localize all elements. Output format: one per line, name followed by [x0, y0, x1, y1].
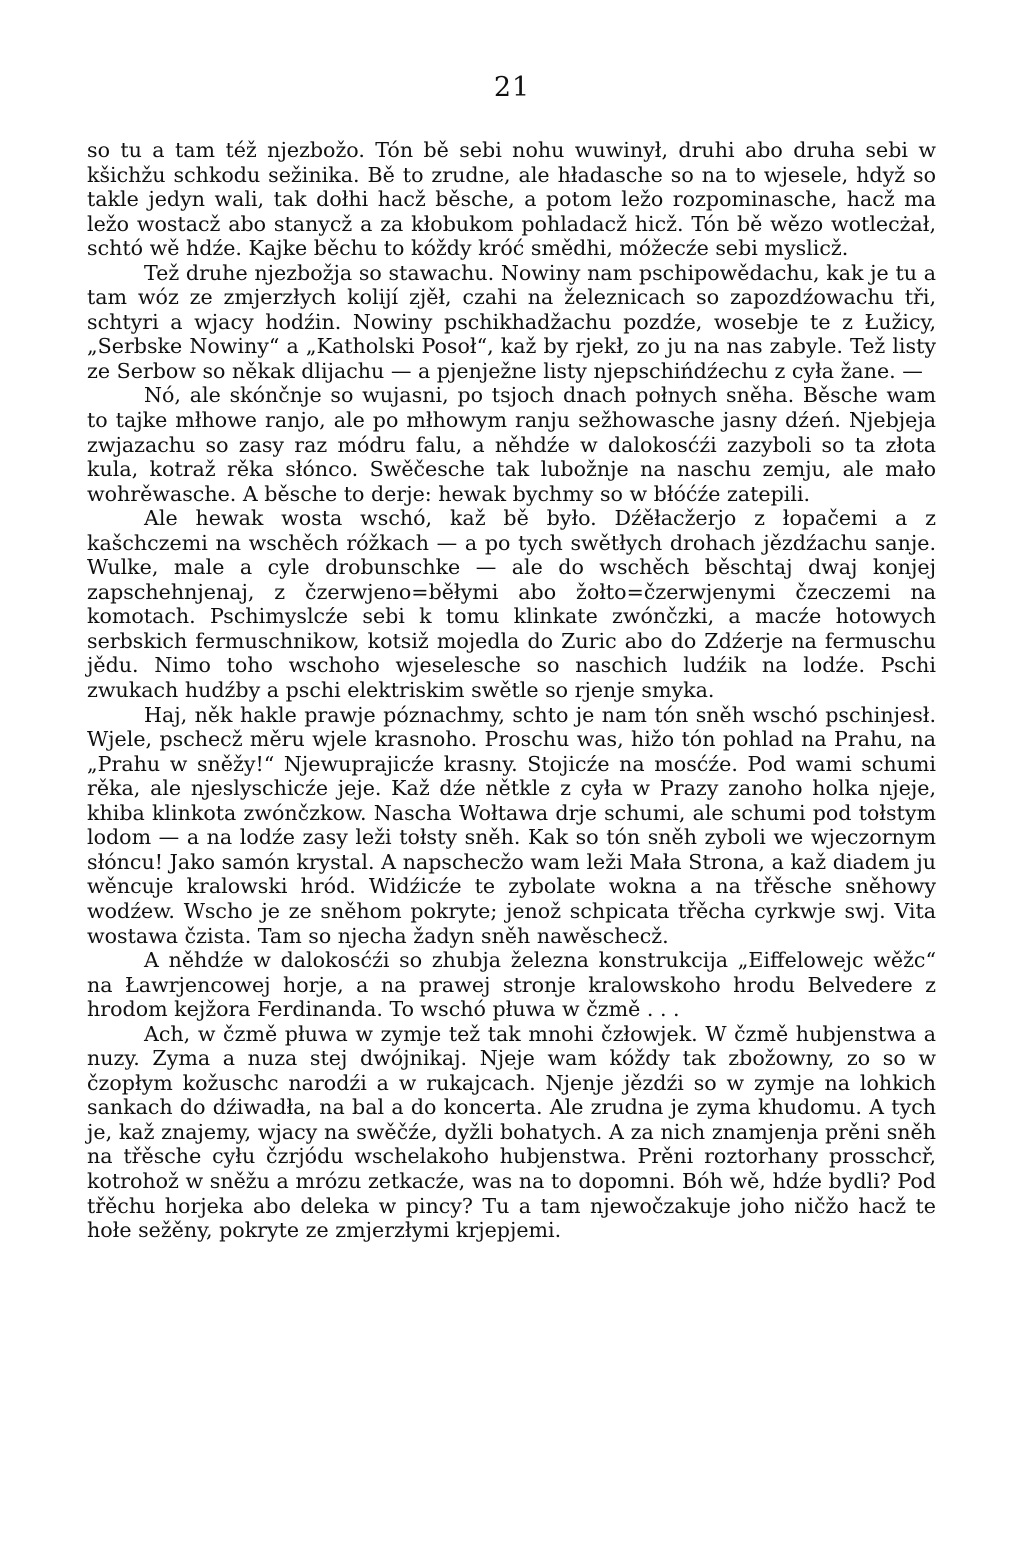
paragraph: so tu a tam též njezbožo. Tón bě sebi nohu wuwinył, druhi abo druha sebi w kšichžu schkodu sežinika. Bě to zrudne, ale hładasche so na to wjesele, hdyž so takle jedyn wali, tak dołhi hacž běsche, a potom ležo rozpominasche, hacž ma ležo wostacž abo stanycž a za kłobukom pohladacž hicž. Tón bě wězo wotlecżał, schtó wě hdźe. Kajke běchu to kóždy króć smědhi, móžecźe sebi myslicž.: [87, 138, 936, 261]
body-text: [87, 138, 936, 1243]
paragraph: Tež druhe njezbožja so stawachu. Nowiny nam pschipowědachu, kak je tu a tam wóz ze zmjerzłych kolijí zjěł, czahi na železnicach so zapozdźowachu tři, schtyri a wjacy hodźin. Nowiny pschikhadžachu pozdźe, wosebje te z Łužicy, „Serbske Nowiny“ a „Katholski Posoł“, kaž by rjekł, zo ju na nas zabyle. Tež listy ze Serbow so někak dlijachu — a pjenježne listy njepschińdźechu z cyła žane. —: [87, 260, 936, 383]
paragraph: Ach, w čzmě płuwa w zymje tež tak mnohi čzłowjek. W čzmě hubjenstwa a nuzy. Zyma a nuza stej dwójnikaj. Njeje wam kóždy tak zbožowny, zo so w čzopłym kožuschc narodźi a w rukajcach. Njenje jězdźi so w zymje na lohkich sankach do dźiwadła, na bal a do koncerta. Ale zrudna je zyma khudomu. A tych je, kaž znajemy, wjacy na swěčźe, dyžli bohatych. A za nich znamjenja prěni sněh na třěsche cyłu čzrjódu wschelakoho hubjenstwa. Prěni roztorhany prosschcř, kotrohož w sněžu a mrózu zetkacźe, was na to dopomni. Bóh wě, hdźe bydli? Pod třěchu horjeka abo deleka w pincy? Tu a tam njewočzakuje joho ničžo hacž te hołe sežěny, pokryte ze zmjerzłymi krjepjemi.: [87, 1021, 936, 1243]
paragraph: Haj, něk hakle prawje póznachmy, schto je nam tón sněh wschó pschinjesł. Wjele, pschecž měru wjele krasnoho. Proschu was, hižo tón pohlad na Prahu, na „Prahu w sněžy!“ Njewuprajicźe krasny. Stojicźe na mosćźe. Pod wami schumi rěka, ale njeslyschicźe jeje. Kaž dźe nětkle z cyła w Prazy zanoho holka njeje, khiba klinkota zwónčzkow. Nascha Wołtawa drje schumi, ale schumi pod tołstym lodom — a na lodźe zasy leži tołsty sněh. Kak so tón sněh zyboli we wjeczornym słóncu! Jako samón krystal. A napschecžo wam leži Mała Strona, a kaž diadem ju wěncuje kralowski hród. Widźicźe te zybolate wokna a na třěsche sněhowy wodźew. Wscho je ze sněhom pokryte; jenož schpicata třěcha cyrkwje swj. Vita wostawa čzista. Tam so njecha žadyn sněh nawěschecž.: [87, 702, 936, 948]
page-number: 21: [493, 72, 531, 103]
paragraph: A něhdźe w dalokosćźi so zhubja železna konstrukcija „Eiffelowejc wěžc“ na Ławrjencowej horje, a na prawej stronje kralowskoho hrodu Belvedere z hrodom kejžora Ferdinanda. To wschó płuwa w čzmě . . .: [87, 948, 936, 1022]
paragraph: Nó, ale skónčnje so wujasni, po tsjoch dnach połnych sněha. Běsche wam to tajke młhowe ranjo, ale po młhowym ranju sežhowasche jasny dźeń. Njebjeja zwjazachu so zasy raz módru falu, a něhdźe w dalokosćźi zazyboli so ta złota kula, kotraž rěka słónco. Swěčesche tak lubožnje na naschu zemju, ale mało wohrěwasche. A běsche to derje: hewak bychmy so w błóćźe zatepili.: [87, 383, 936, 506]
paragraph: Ale hewak wosta wschó, kaž bě było. Dźěłacžerjo z łopačemi a z kašchczemi na wschěch róžkach — a po tych swětłych drohach jězdźachu sanje. Wulke, male a cyle drobunschke — ale do wschěch běschtaj dwaj konjej zapschehnjenaj, z čzerwjeno=běłymi abo žołto=čzerwjenymi čzeczemi na komotach. Pschimyslcźe sebi k tomu klinkate zwónčzki, a macźe hotowych serbskich fermuschnikow, kotsiž mojedla do Zuric abo do Zdźerje na fermuschu jědu. Nimo toho wschoho wjeselesche so naschich ludźik na lodźe. Pschi zwukach hudźby a pschi elektriskim swětle so rjenje smyka.: [87, 506, 936, 703]
